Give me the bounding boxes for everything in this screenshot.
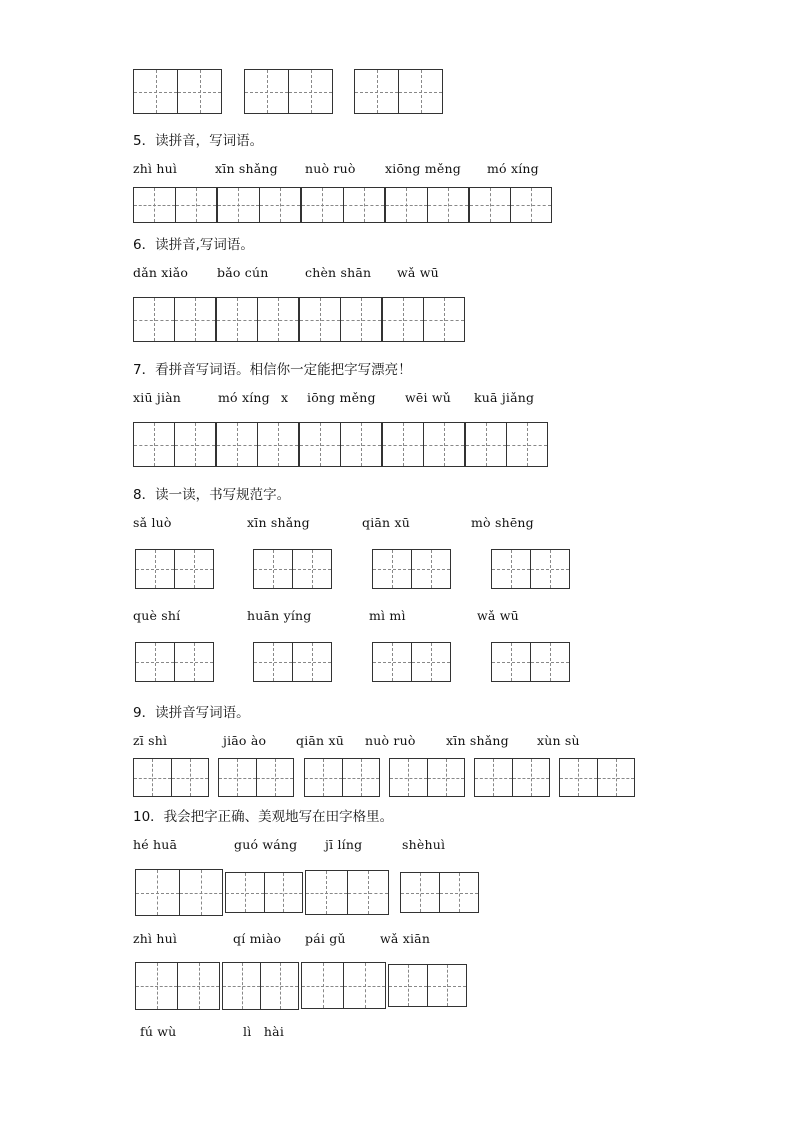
grid-cell[interactable] (342, 759, 380, 796)
writing-grid-box[interactable] (372, 549, 451, 589)
writing-grid-box[interactable] (216, 422, 299, 467)
grid-cell[interactable] (383, 298, 423, 341)
grid-cell[interactable] (174, 423, 215, 466)
writing-grid-box[interactable] (354, 69, 443, 114)
pinyin-label: mó xíng (218, 390, 270, 405)
pinyin-label: zhì huì (133, 931, 178, 946)
pinyin-label: nuò ruò (305, 161, 356, 176)
pinyin-label: huān yíng (247, 608, 312, 623)
grid-cell[interactable] (340, 298, 381, 341)
writing-grid-box[interactable] (222, 962, 299, 1010)
grid-cell[interactable] (134, 759, 171, 796)
pinyin-label: iōng měng (307, 390, 376, 405)
grid-cell[interactable] (492, 550, 530, 588)
grid-cell[interactable] (306, 871, 347, 914)
writing-grid-box[interactable] (218, 758, 294, 797)
writing-grid-box[interactable] (388, 964, 467, 1007)
pinyin-label: wēi wǔ (405, 390, 452, 405)
pinyin-label: guó wáng (234, 837, 298, 852)
writing-grid-box[interactable] (465, 422, 548, 467)
pinyin-label: qiān xū (362, 515, 410, 530)
grid-cell[interactable] (470, 188, 510, 222)
writing-grid-box[interactable] (133, 422, 216, 467)
grid-cell[interactable] (427, 965, 466, 1006)
pinyin-label: jī líng (325, 837, 363, 852)
grid-cell[interactable] (223, 963, 260, 1009)
grid-cell[interactable] (512, 759, 550, 796)
writing-grid-box[interactable] (133, 758, 209, 797)
pinyin-label: kuā jiǎng (474, 390, 535, 405)
grid-cell[interactable] (343, 963, 385, 1008)
grid-cell[interactable] (292, 643, 331, 681)
writing-grid-box[interactable] (389, 758, 465, 797)
writing-grid-box[interactable] (382, 297, 465, 342)
grid-cell[interactable] (134, 70, 177, 113)
grid-cell[interactable] (174, 298, 215, 341)
grid-cell[interactable] (386, 188, 427, 222)
grid-cell[interactable] (506, 423, 547, 466)
writing-grid-box[interactable] (305, 870, 389, 915)
grid-cell[interactable] (264, 873, 303, 912)
writing-grid-box[interactable] (382, 422, 465, 467)
writing-grid-box[interactable] (216, 297, 299, 342)
writing-grid-box[interactable] (299, 422, 382, 467)
question-10-title: 10．我会把字正确、美观地写在田字格里。 (133, 809, 394, 825)
writing-grid-box[interactable] (133, 69, 222, 114)
grid-cell[interactable] (257, 423, 298, 466)
grid-cell[interactable] (177, 70, 221, 113)
writing-grid-box[interactable] (133, 297, 216, 342)
grid-cell[interactable] (389, 965, 427, 1006)
grid-cell[interactable] (560, 759, 597, 796)
grid-cell[interactable] (373, 550, 411, 588)
writing-grid-box[interactable] (133, 187, 217, 223)
writing-grid-box[interactable] (135, 962, 220, 1010)
grid-cell[interactable] (256, 759, 294, 796)
writing-grid-box[interactable] (299, 297, 382, 342)
grid-cell[interactable] (134, 423, 174, 466)
writing-grid-box[interactable] (469, 187, 552, 223)
grid-cell[interactable] (302, 963, 343, 1008)
grid-cell[interactable] (347, 871, 389, 914)
pinyin-label: jiāo ào (223, 733, 267, 748)
pinyin-label: zī shì (133, 733, 168, 748)
grid-cell[interactable] (530, 643, 569, 681)
writing-grid-box[interactable] (385, 187, 469, 223)
grid-cell[interactable] (390, 759, 427, 796)
grid-cell[interactable] (466, 423, 506, 466)
question-6-title: 6．读拼音,写词语。 (133, 237, 254, 253)
writing-grid-box[interactable] (304, 758, 380, 797)
pinyin-label: zhì huì (133, 161, 178, 176)
writing-grid-box[interactable] (135, 869, 223, 916)
writing-grid-box[interactable] (400, 872, 479, 913)
pinyin-label: dǎn xiǎo (133, 265, 189, 280)
grid-cell[interactable] (136, 643, 174, 681)
grid-cell[interactable] (288, 70, 332, 113)
pinyin-label: xiū jiàn (133, 390, 182, 405)
question-5-title: 5．读拼音，写词语。 (133, 133, 264, 149)
grid-cell[interactable] (218, 188, 259, 222)
grid-cell[interactable] (300, 423, 340, 466)
grid-cell[interactable] (423, 298, 464, 341)
pinyin-label: wǎ xiān (380, 931, 431, 946)
question-7-title: 7．看拼音写词语。相信你一定能把字写漂亮！ (133, 362, 412, 378)
pinyin-label: nuò ruò (365, 733, 416, 748)
grid-cell[interactable] (171, 759, 209, 796)
pinyin-label: xīn shǎng (446, 733, 509, 748)
writing-grid-box[interactable] (135, 549, 214, 589)
grid-cell[interactable] (383, 423, 423, 466)
grid-cell[interactable] (136, 870, 179, 915)
pinyin-label: shèhuì (402, 837, 446, 852)
grid-cell[interactable] (217, 423, 257, 466)
grid-cell[interactable] (257, 298, 298, 341)
writing-grid-box[interactable] (559, 758, 635, 797)
grid-cell[interactable] (411, 550, 450, 588)
writing-grid-box[interactable] (135, 642, 214, 682)
writing-grid-box[interactable] (253, 642, 332, 682)
grid-cell[interactable] (492, 643, 530, 681)
pinyin-label: qí miào (233, 931, 282, 946)
writing-grid-box[interactable] (253, 549, 332, 589)
pinyin-label: xiōng měng (385, 161, 461, 176)
grid-cell[interactable] (597, 759, 635, 796)
question-9-title: 9．读拼音写词语。 (133, 705, 250, 721)
writing-grid-box[interactable] (491, 642, 570, 682)
pinyin-label: hé huā (133, 837, 178, 852)
pinyin-label: wǎ wū (397, 265, 439, 280)
pinyin-label: wǎ wū (477, 608, 519, 623)
grid-cell[interactable] (219, 759, 256, 796)
writing-grid-box[interactable] (301, 962, 386, 1009)
grid-cell[interactable] (401, 873, 439, 912)
pinyin-label: xīn shǎng (247, 515, 310, 530)
pinyin-label: chèn shān (305, 265, 372, 280)
writing-grid-box[interactable] (474, 758, 550, 797)
grid-cell[interactable] (174, 550, 213, 588)
writing-grid-box[interactable] (225, 872, 303, 913)
grid-cell[interactable] (475, 759, 512, 796)
grid-cell[interactable] (260, 963, 298, 1009)
grid-cell[interactable] (305, 759, 342, 796)
pinyin-label: fú wù (140, 1024, 177, 1039)
grid-cell[interactable] (427, 759, 465, 796)
grid-cell[interactable] (340, 423, 381, 466)
grid-cell[interactable] (134, 188, 175, 222)
grid-cell[interactable] (373, 643, 411, 681)
grid-cell[interactable] (136, 963, 177, 1009)
grid-cell[interactable] (292, 550, 331, 588)
grid-cell[interactable] (259, 188, 301, 222)
pinyin-label: mó xíng (487, 161, 539, 176)
pinyin-label: sǎ luò (133, 515, 172, 530)
grid-cell[interactable] (177, 963, 219, 1009)
writing-grid-box[interactable] (244, 69, 333, 114)
writing-grid-box[interactable] (372, 642, 451, 682)
grid-cell[interactable] (439, 873, 478, 912)
grid-cell[interactable] (530, 550, 569, 588)
pinyin-label: xùn sù (537, 733, 580, 748)
pinyin-label: x (281, 390, 289, 405)
grid-cell[interactable] (343, 188, 385, 222)
grid-cell[interactable] (427, 188, 469, 222)
writing-grid-box[interactable] (301, 187, 385, 223)
grid-cell[interactable] (423, 423, 464, 466)
grid-cell[interactable] (510, 188, 551, 222)
pinyin-label: mì mì (369, 608, 406, 623)
question-8-title: 8．读一读，书写规范字。 (133, 487, 291, 503)
pinyin-label: lì hài (243, 1024, 285, 1039)
grid-cell[interactable] (254, 643, 292, 681)
grid-cell[interactable] (136, 550, 174, 588)
grid-cell[interactable] (226, 873, 264, 912)
grid-cell[interactable] (179, 870, 223, 915)
pinyin-label: bǎo cún (217, 265, 269, 280)
grid-cell[interactable] (254, 550, 292, 588)
grid-cell[interactable] (174, 643, 213, 681)
pinyin-label: qiān xū (296, 733, 344, 748)
grid-cell[interactable] (411, 643, 450, 681)
pinyin-label: mò shēng (471, 515, 534, 530)
pinyin-label: què shí (133, 608, 181, 623)
grid-cell[interactable] (175, 188, 217, 222)
grid-cell[interactable] (302, 188, 343, 222)
writing-grid-box[interactable] (491, 549, 570, 589)
grid-cell[interactable] (245, 70, 288, 113)
grid-cell[interactable] (134, 298, 174, 341)
grid-cell[interactable] (398, 70, 442, 113)
grid-cell[interactable] (217, 298, 257, 341)
writing-grid-box[interactable] (217, 187, 301, 223)
pinyin-label: xīn shǎng (215, 161, 278, 176)
grid-cell[interactable] (300, 298, 340, 341)
pinyin-label: pái gǔ (305, 931, 346, 946)
grid-cell[interactable] (355, 70, 398, 113)
